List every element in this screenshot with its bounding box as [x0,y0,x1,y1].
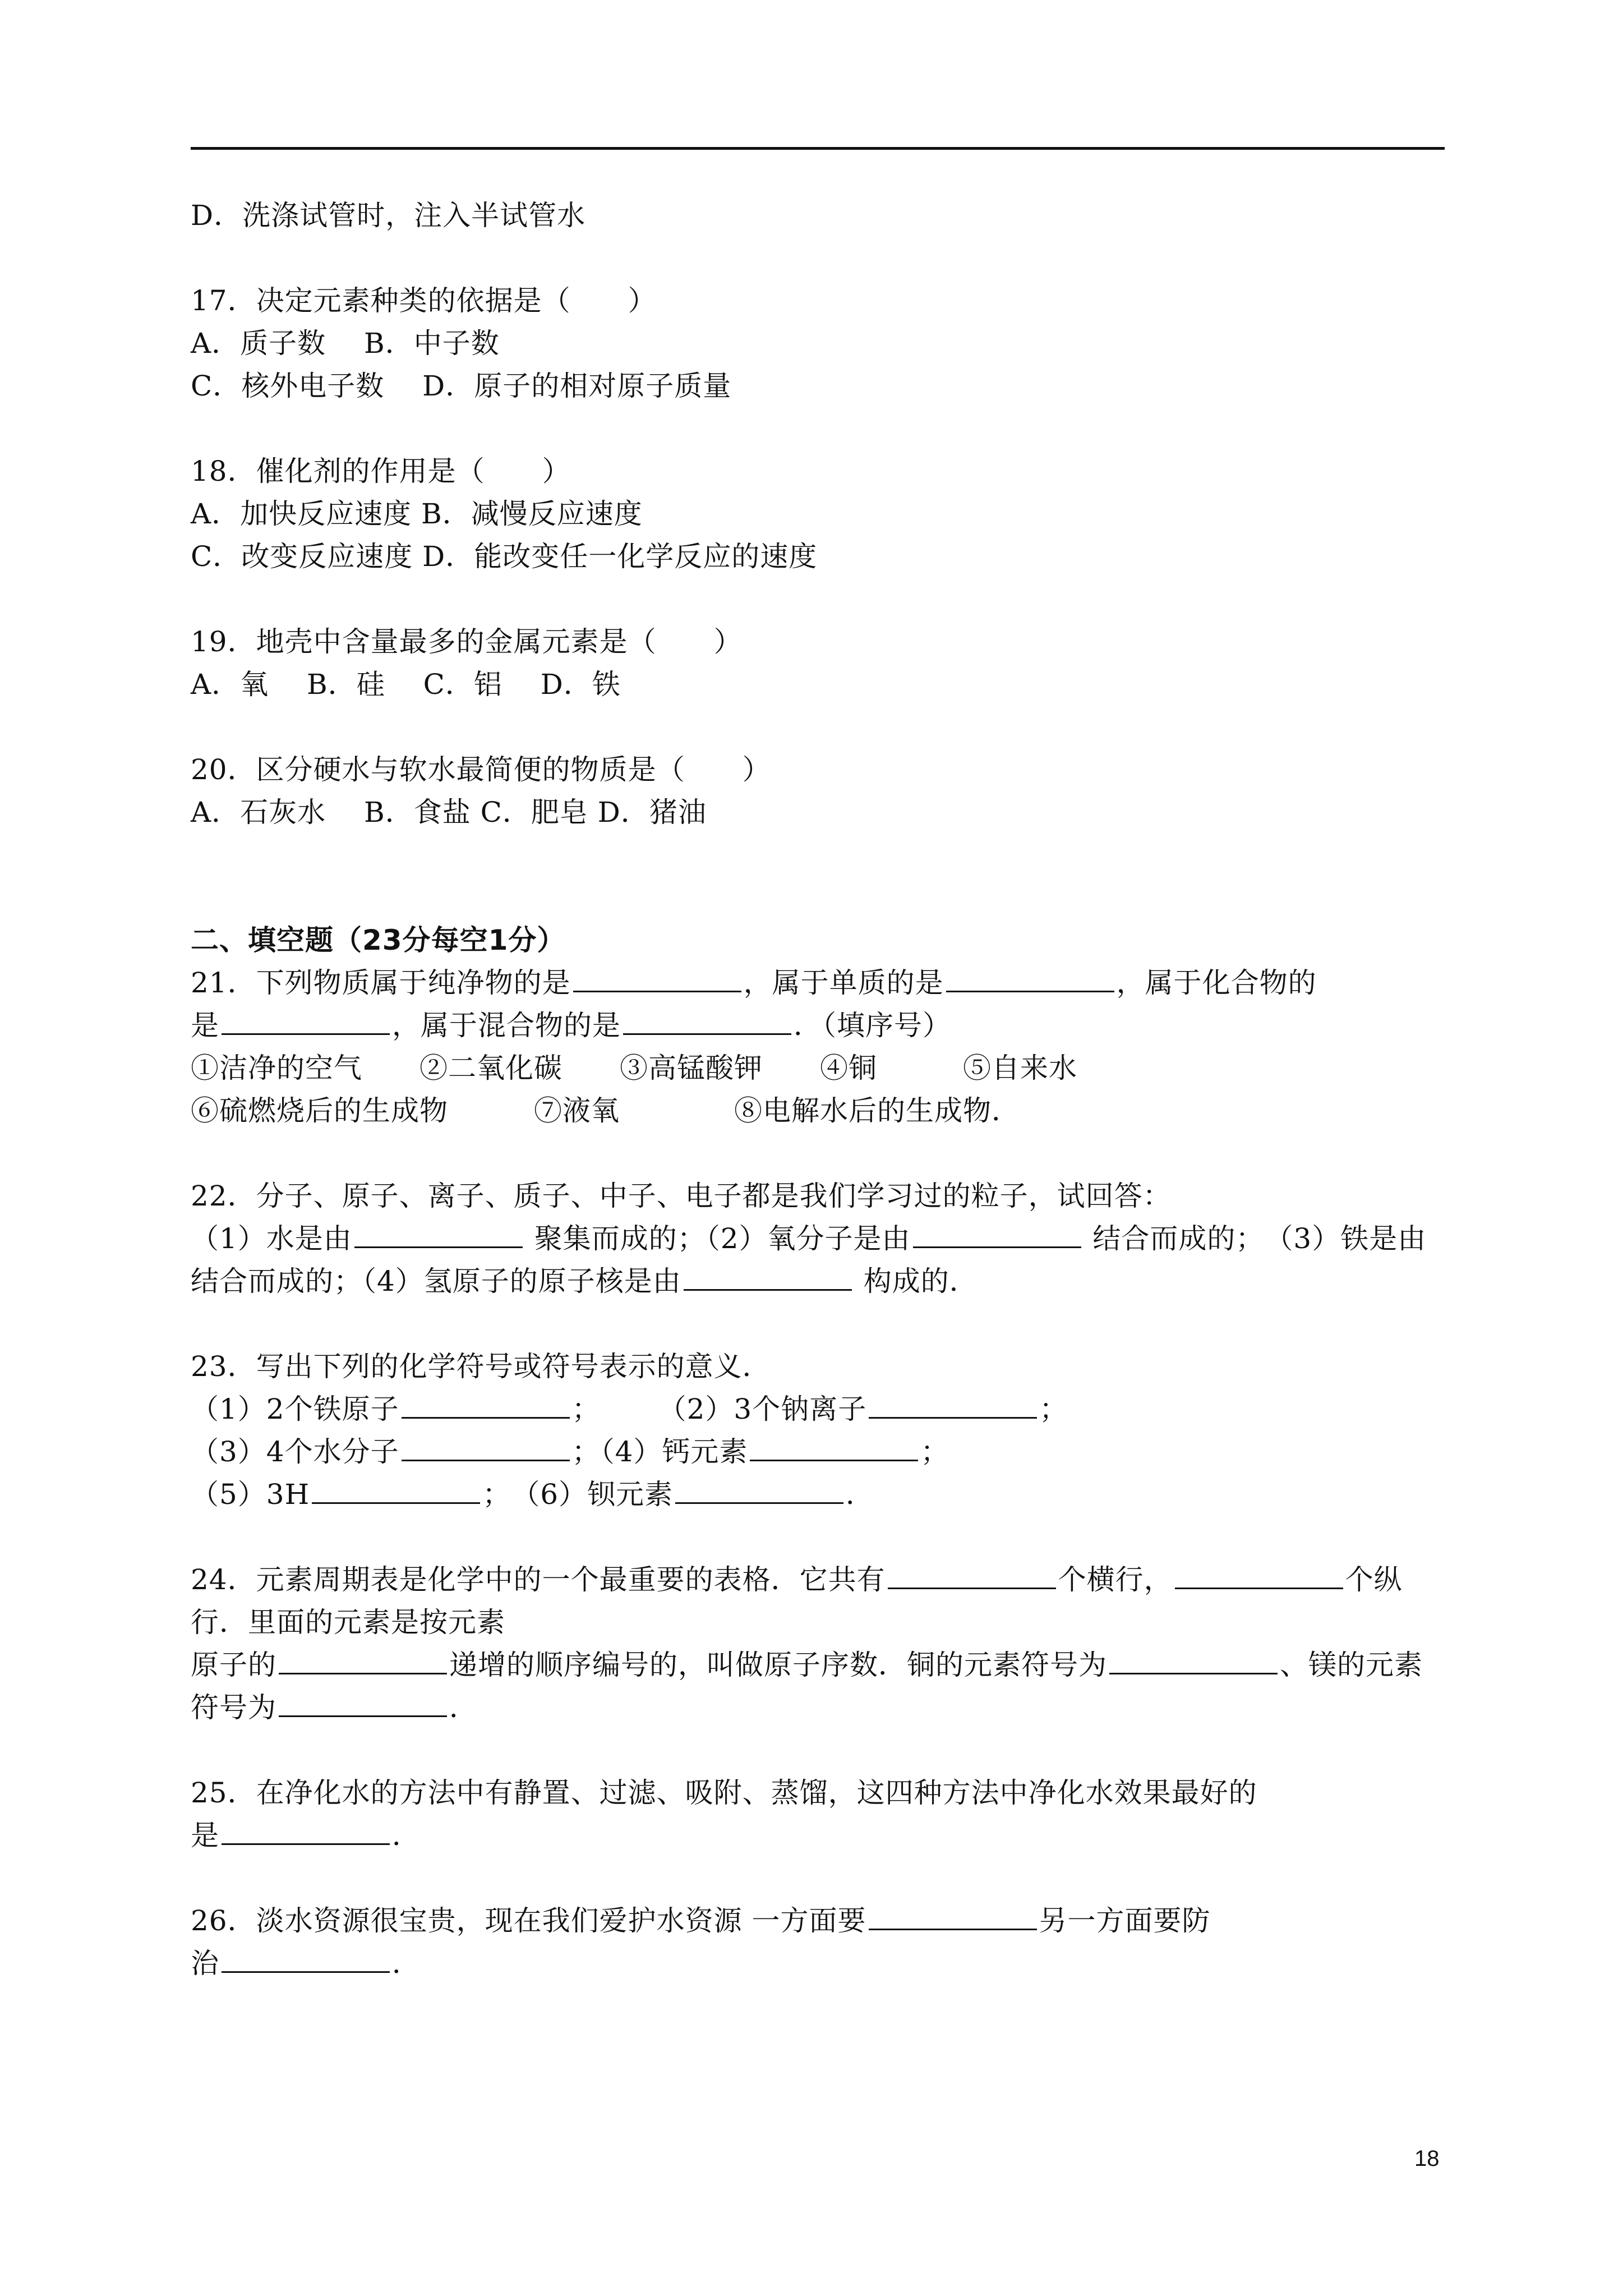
answer-blank[interactable] [279,1650,447,1674]
q17-options-cd: C．核外电子数 D．原子的相对原子质量 [191,370,732,402]
answer-blank[interactable] [750,1437,918,1461]
q26-line2: 治 ． [191,1947,421,1980]
q17-options-ab: A．质子数 B．中子数 [191,327,500,360]
section-title: 二、填空题（23分每空1分） [191,924,566,956]
q23-row3: （5）3H ； （6）钡元素 ． [191,1478,875,1511]
answer-blank[interactable] [888,1565,1056,1589]
answer-blank[interactable] [222,1821,390,1845]
q22-line3: 结合而成的；（4）氢原子的原子核是由 构成的． [191,1265,978,1297]
q21-options-1: ①洁净的空气 ②二氧化碳 ③高锰酸钾 ④铜 ⑤自来水 [191,1052,1077,1084]
q26-line1: 26．淡水资源很宝贵，现在我们爱护水资源 一方面要 另一方面要防 [191,1904,1211,1937]
answer-blank[interactable] [869,1395,1037,1419]
page-number: 18 [1414,2146,1440,2171]
answer-blank[interactable] [402,1395,570,1419]
answer-blank[interactable] [402,1437,570,1461]
answer-blank[interactable] [623,1011,791,1035]
q19-stem: 19．地壳中含量最多的金属元素是（ ） [191,625,743,658]
answer-blank[interactable] [222,1949,390,1973]
q23-stem: 23．写出下列的化学符号或符号表示的意义． [191,1350,771,1383]
q17-stem: 17．决定元素种类的依据是（ ） [191,284,657,317]
answer-blank[interactable] [1109,1650,1278,1674]
q22-stem: 22．分子、原子、离子、质子、中子、电子都是我们学习过的粒子，试回答： [191,1180,1172,1212]
q21-options-2: ⑥硫燃烧后的生成物 ⑦液氧 ⑧电解水后的生成物． [191,1094,1020,1127]
q21-line2: 是 ，属于混合物的是 ．（填序号） [191,1009,951,1042]
q20-stem: 20．区分硬水与软水最简便的物质是（ ） [191,753,771,786]
q25-line1: 25．在净化水的方法中有静置、过滤、吸附、蒸馏，这四种方法中净化水效果最好的 [191,1777,1257,1809]
q19-options: A．氧 B．硅 C．铝 D．铁 [191,668,621,701]
q25-line2: 是 ． [191,1819,421,1852]
answer-blank[interactable] [946,968,1114,992]
q24-line4: 符号为 ． [191,1691,478,1724]
q16-option-d: D．洗涤试管时，注入半试管水 [191,199,586,232]
answer-blank[interactable] [684,1267,852,1291]
answer-blank[interactable] [222,1011,390,1035]
q18-stem: 18．催化剂的作用是（ ） [191,455,571,487]
answer-blank[interactable] [279,1693,447,1717]
q18-options-ab: A．加快反应速度 B．减慢反应速度 [191,498,643,530]
q24-line1: 24．元素周期表是化学中的一个最重要的表格．它共有 个横行， 个纵 [191,1563,1403,1596]
header-rule [191,147,1445,150]
q24-line3: 原子的 递增的顺序编号的，叫做原子序数．铜的元素符号为 、镁的元素 [191,1649,1423,1681]
q21-line1: 21．下列物质属于纯净物的是 ，属于单质的是 ，属于化合物的 [191,967,1317,999]
q18-options-cd: C．改变反应速度 D．能改变任一化学反应的速度 [191,540,818,573]
answer-blank[interactable] [573,968,741,992]
q23-row1: （1）2个铁原子 ； （2）3个钠离子 ； [191,1393,1068,1425]
q23-row2: （3）4个水分子 ；（4）钙元素 ； [191,1435,949,1468]
q20-options: A．石灰水 B．食盐 C．肥皂 D．猪油 [191,796,707,829]
answer-blank[interactable] [675,1480,843,1504]
q22-line2: （1）水是由 聚集而成的；（2）氧分子是由 结合而成的； （3）铁是由 [191,1222,1427,1255]
answer-blank[interactable] [913,1224,1081,1248]
q24-line2: 行．里面的元素是按元素 [191,1606,505,1639]
answer-blank[interactable] [869,1906,1037,1930]
answer-blank[interactable] [1175,1565,1343,1589]
answer-blank[interactable] [354,1224,523,1248]
answer-blank[interactable] [312,1480,480,1504]
